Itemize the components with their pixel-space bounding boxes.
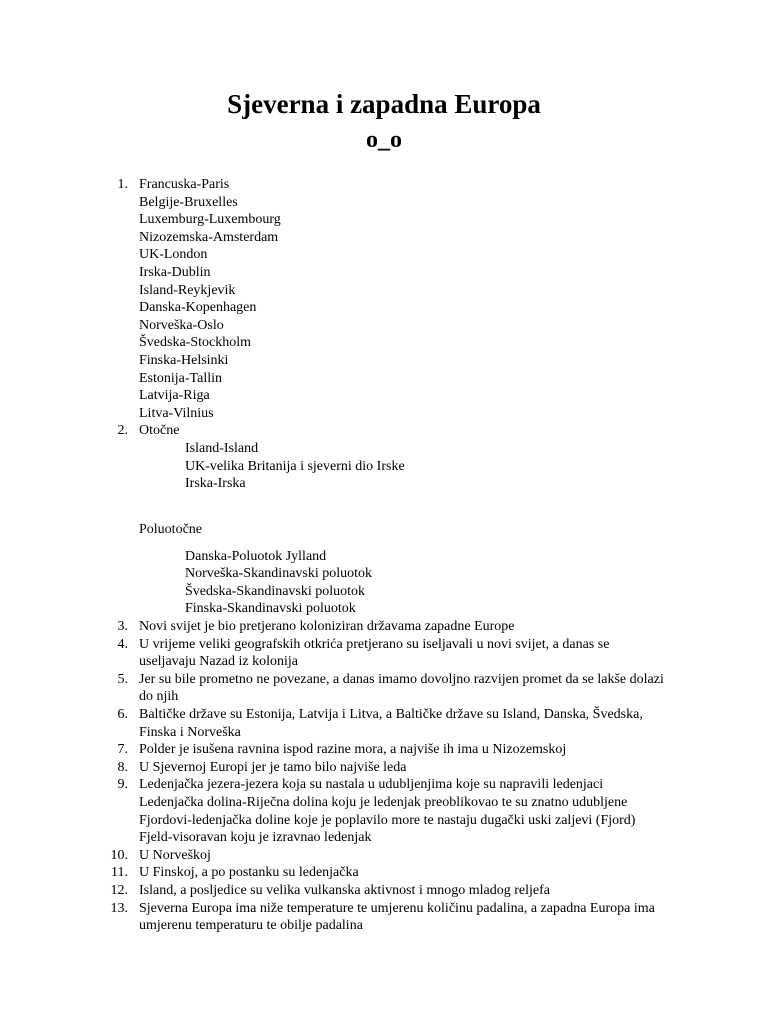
- list-line: U vrijeme veliki geografskih otkrića pretjerano su iseljavali u novi svijet, a danas se: [139, 636, 610, 652]
- list-number: 11.: [111, 865, 128, 881]
- list-line: U Sjevernoj Europi jer je tamo bilo najviše leda: [139, 759, 407, 775]
- list-line: Island, a posljedice su velika vulkanska aktivnost i mnogo mladog reljefa: [139, 883, 550, 898]
- list-line: Novi svijet je bio pretjerano koloniziran državama zapadne Europe: [139, 619, 515, 634]
- list-line: UK-velika Britanija i sjeverni dio Irske: [185, 458, 405, 474]
- list-number: 1.: [117, 177, 128, 192]
- list-line: Irska-Irska: [185, 476, 246, 492]
- list-line: Finska-Skandinavski poluotok: [185, 601, 356, 617]
- list-line: UK-London: [139, 247, 208, 263]
- list-line: Sjeverna Europa ima niže temperature te umjerenu količinu padalina, a zapadna Europa ima: [139, 900, 655, 916]
- list-line: Island-Island: [185, 441, 259, 456]
- list-line: do njih: [139, 689, 179, 705]
- list-line: Francuska-Paris: [139, 177, 230, 192]
- subheading-poluotocne: Poluotočne: [139, 522, 202, 537]
- list-line: Ledenjačka dolina-Riječna dolina koju je ledenjak preoblikovao te su znatno udubljene: [139, 795, 628, 810]
- list-number: 10.: [110, 847, 128, 863]
- list-number: 6.: [117, 707, 128, 722]
- subheading-otocne: Otočne: [139, 423, 180, 439]
- list-number: 4.: [117, 636, 128, 652]
- list-line: Fjordovi-ledenjačka doline koje je poplavilo more te nastaju dugački uski zaljevi (Fjord): [139, 812, 636, 828]
- list-line: umjerenu temperaturu te obilje padalina: [139, 918, 363, 934]
- list-line: Litva-Vilnius: [139, 405, 214, 421]
- list-line: Finska-Helsinki: [139, 353, 229, 368]
- page-title: Sjeverna i zapadna Europa: [227, 89, 541, 119]
- list-line: Estonija-Tallin: [139, 370, 223, 386]
- list-line: Baltičke države su Estonija, Latvija i Litva, a Baltičke države su Island, Danska, Švedska,: [139, 707, 643, 722]
- list-number: 7.: [117, 742, 128, 758]
- emoticon: o_o: [366, 127, 402, 153]
- list-line: Luxemburg-Luxembourg: [139, 212, 281, 228]
- list-line: Polder je isušena ravnina ispod razine mora, a najviše ih ima u Nizozemskoj: [139, 742, 567, 758]
- list-line: Island-Reykjevik: [139, 282, 236, 298]
- list-line: U Norveškoj: [139, 847, 211, 863]
- list-line: Norveška-Oslo: [139, 317, 224, 333]
- list-number: 13.: [110, 900, 128, 916]
- list-line: Danska-Poluotok Jylland: [185, 548, 327, 564]
- list-line: Finska i Norveška: [139, 724, 241, 740]
- list-line: Danska-Kopenhagen: [139, 300, 257, 316]
- list-number: 9.: [117, 777, 128, 793]
- list-number: 2.: [117, 423, 128, 439]
- list-line: Švedska-Skandinavski poluotok: [185, 583, 366, 599]
- list-line: Nizozemska-Amsterdam: [139, 229, 279, 245]
- list-line: Norveška-Skandinavski poluotok: [185, 566, 373, 582]
- list-number: 3.: [117, 619, 128, 634]
- list-number: 8.: [117, 759, 128, 775]
- list-line: Irska-Dublin: [139, 265, 211, 280]
- list-line: Fjeld-visoravan koju je izravnao ledenjak: [139, 830, 372, 846]
- list-line: Latvija-Riga: [139, 388, 210, 404]
- list-line: Jer su bile prometno ne povezane, a danas imamo dovoljno razvijen promet da se lakše dolazi: [139, 671, 664, 687]
- list-number: 12.: [110, 883, 128, 898]
- list-line: Belgije-Bruxelles: [139, 194, 238, 210]
- list-line: useljavaju Nazad iz kolonija: [139, 654, 298, 670]
- list-line: Ledenjačka jezera-jezera koja su nastala u udubljenjima koje su napravili ledenjaci: [139, 777, 604, 793]
- list-line: U Finskoj, a po postanku su ledenjačka: [139, 865, 359, 881]
- list-number: 5.: [117, 671, 128, 687]
- list-line: Švedska-Stockholm: [139, 335, 251, 351]
